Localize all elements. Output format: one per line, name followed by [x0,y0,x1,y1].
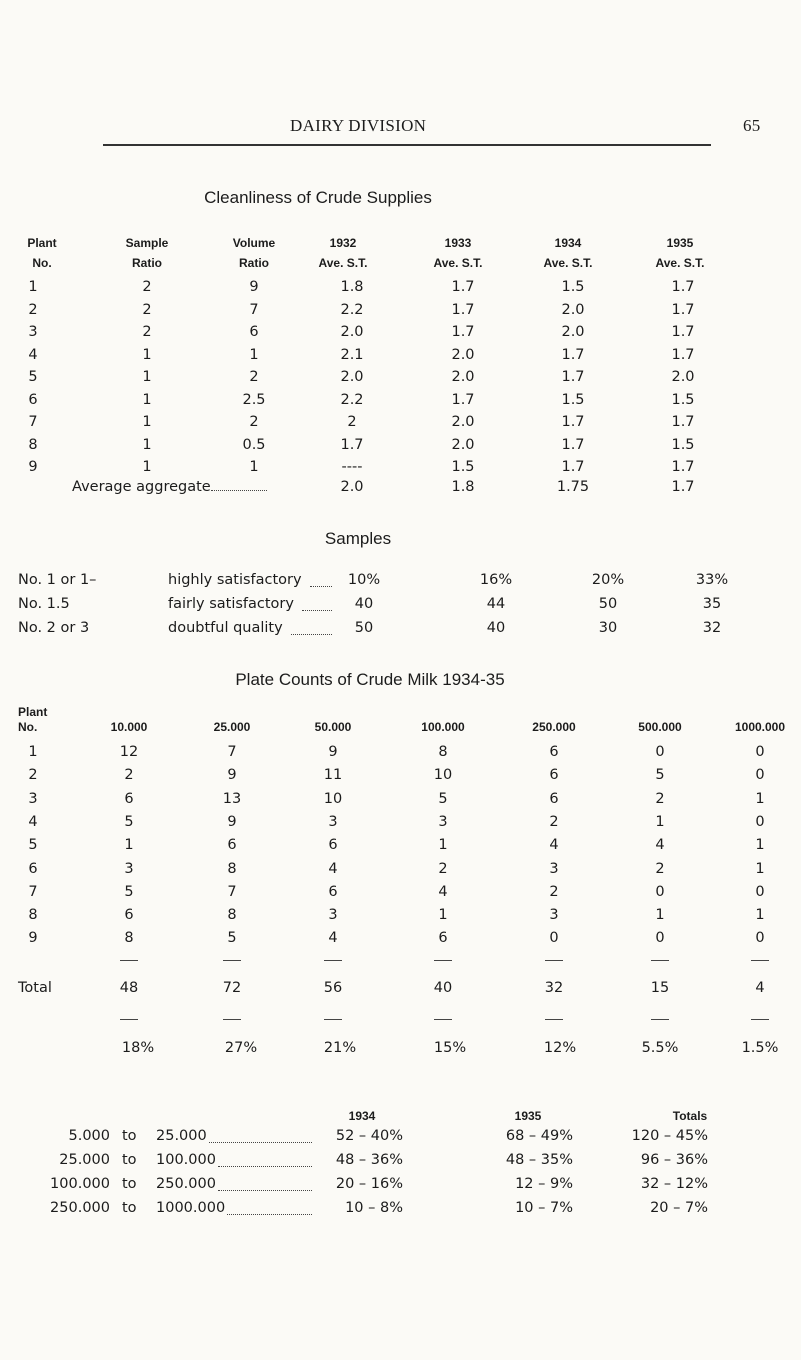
plate-cell: 2 [655,860,665,877]
cleanliness-header-3-1: Ave. S.T. [318,256,368,270]
plate-cell: 3 [438,813,448,830]
cleanliness-cell: 1.7 [451,279,475,295]
plate-cell: 0 [655,883,665,900]
cleanliness-cell: ---- [341,459,363,475]
plate-column-header: 250.000 [532,720,576,734]
ranges-column-header: Totals [672,1109,708,1123]
cleanliness-cell: 2.1 [340,346,364,363]
cleanliness-cell: 1.7 [340,436,364,453]
plate-cell: 1 [755,837,765,854]
plate-total-value: 72 [222,980,242,996]
cleanliness-cell: 2.0 [561,324,585,340]
cleanliness-cell: 1.5 [561,391,585,408]
plate-cell: 3 [328,907,338,924]
sample-value: 40 [486,620,506,636]
plate-cell: 1 [655,813,665,830]
plate-percent-rule [120,1019,138,1020]
average-label [72,479,267,495]
sample-description [168,596,294,612]
leader-dots [211,480,267,491]
plate-cell: 3 [549,907,559,924]
cleanliness-cell: 1 [142,459,152,475]
average-value: 1.7 [671,479,695,495]
plate-cell: 5 [655,767,665,784]
plate-cell: 5 [124,813,134,830]
plate-cell: 5 [227,930,237,947]
cleanliness-cell: 1.5 [451,459,475,475]
range-value: 20 – 16% [335,1176,403,1192]
plate-column-header: 100.000 [421,720,465,734]
cleanliness-cell: 7 [28,414,38,430]
plate-cell: 0 [755,883,765,900]
sample-value: 33% [695,572,729,588]
samples-title: Samples [324,529,392,548]
plate-cell: 8 [124,930,134,947]
cleanliness-cell: 2.0 [340,324,364,340]
plate-cell: 2 [655,790,665,807]
plate-cell: 5 [438,790,448,807]
cleanliness-cell: 1.7 [561,369,585,385]
plate-cell: 0 [755,744,765,760]
plate-cell: 13 [222,790,242,807]
range-to: 250.000 [156,1176,216,1192]
plate-cell: 7 [227,744,237,760]
range-from: 5.000 [68,1128,110,1144]
cleanliness-cell: 2 [28,301,38,318]
cleanliness-cell: 8 [28,436,38,453]
cleanliness-cell: 2 [249,414,259,430]
plate-total-rule [324,960,342,961]
plate-percent-rule [651,1019,669,1020]
range-to: 25.000 [156,1128,207,1144]
cleanliness-cell: 2 [249,369,259,385]
range-value: 120 – 45% [631,1128,708,1144]
plate-cell: 0 [549,930,559,947]
plate-cell: 2 [28,767,38,784]
cleanliness-header-4-0: 1933 [444,236,472,250]
plate-cell: 6 [28,860,38,877]
cleanliness-cell: 2.0 [671,369,695,385]
cleanliness-cell: 1.7 [561,459,585,475]
leader-dots [310,576,332,587]
plate-cell: 12 [119,744,139,760]
plate-cell: 4 [438,883,448,900]
plate-cell: 0 [655,744,665,760]
plate-cell: 2 [549,883,559,900]
plate-cell: 3 [328,813,338,830]
plate-cell: 7 [28,883,38,900]
cleanliness-cell: 2.0 [451,346,475,363]
cleanliness-cell: 1.7 [451,301,475,318]
plate-cell: 6 [124,790,134,807]
sample-no: No. 1 or 1– [18,572,97,588]
cleanliness-cell: 1.7 [671,324,695,340]
plate-cell: 4 [328,930,338,947]
cleanliness-cell: 1.7 [671,301,695,318]
cleanliness-header-4-1: Ave. S.T. [433,256,483,270]
plate-cell: 1 [655,907,665,924]
plate-total-rule [751,960,769,961]
plate-column-header: 10.000 [110,720,148,734]
plate-cell: 6 [549,767,559,784]
cleanliness-cell: 2.0 [451,369,475,385]
cleanliness-cell: 1 [142,414,152,430]
cleanliness-cell: 2.5 [242,391,266,408]
plate-total-value: 40 [433,980,453,996]
range-from: 100.000 [50,1176,110,1192]
range-value: 12 – 9% [515,1176,573,1192]
plate-cell: 1 [438,837,448,854]
plate-cell: 8 [227,860,237,877]
leader-dots [302,600,332,611]
range-value: 10 – 8% [345,1200,403,1216]
plate-percent-value: 1.5% [741,1040,779,1056]
range-to-word: to [122,1200,137,1216]
plate-total-rule [545,960,563,961]
plate-cell: 11 [323,767,343,784]
plate-cell: 1 [438,907,448,924]
plate-cell: 5 [124,883,134,900]
plate-total-value: 4 [755,980,765,996]
range-value: 20 – 7% [650,1200,708,1216]
cleanliness-header-1-1: Ratio [132,256,162,270]
plate-column-header: 50.000 [314,720,352,734]
plate-total-value: 32 [544,980,564,996]
plate-cell: 6 [328,883,338,900]
plate-cell: 2 [549,813,559,830]
running-header-title: DAIRY DIVISION [290,116,427,135]
range-to: 1000.000 [156,1200,226,1216]
range-to-word: to [122,1128,137,1144]
plate-cell: 7 [227,883,237,900]
cleanliness-header-5-0: 1934 [554,236,582,250]
cleanliness-cell: 2 [347,414,357,430]
cleanliness-cell: 1.7 [671,279,695,295]
plate-cell: 5 [28,837,38,854]
plate-column-header: 500.000 [638,720,682,734]
cleanliness-header-1-0: Sample [125,236,169,250]
sample-value: 40 [354,596,374,612]
plate-percent-value: 27% [224,1040,258,1056]
cleanliness-cell: 5 [28,369,38,385]
range-from: 25.000 [59,1152,110,1168]
cleanliness-title: Cleanliness of Crude Supplies [204,188,432,207]
range-value: 10 – 7% [515,1200,573,1216]
plate-cell: 1 [755,860,765,877]
plate-percent-rule [751,1019,769,1020]
range-value: 48 – 36% [335,1152,403,1168]
plate-total-label: Total [18,980,52,996]
cleanliness-cell: 1.7 [671,459,695,475]
range-from: 250.000 [50,1200,110,1216]
plate-cell: 6 [549,744,559,760]
cleanliness-header-0-0: Plant [27,236,57,250]
cleanliness-cell: 9 [249,279,259,295]
range-to: 100.000 [156,1152,216,1168]
plate-total-value: 56 [323,980,343,996]
cleanliness-cell: 2.0 [340,369,364,385]
plate-cell: 4 [655,837,665,854]
cleanliness-cell: 2.0 [451,414,475,430]
plate-percent-rule [434,1019,452,1020]
plate-cell: 8 [438,744,448,760]
cleanliness-cell: 1 [142,391,152,408]
sample-description-text: doubtful quality [168,620,283,636]
plate-cell: 3 [28,790,38,807]
plate-total-value: 15 [650,980,670,996]
range-value: 32 – 12% [640,1176,708,1192]
range-value: 96 – 36% [640,1152,708,1168]
cleanliness-header-6-1: Ave. S.T. [655,256,705,270]
plate-cell: 6 [227,837,237,854]
cleanliness-header-2-0: Volume [232,236,276,250]
plate-cell: 3 [124,860,134,877]
cleanliness-header-5-1: Ave. S.T. [543,256,593,270]
plate-cell: 9 [328,744,338,760]
cleanliness-header-0-1: No. [32,256,52,270]
plate-cell: 9 [227,813,237,830]
header-rule [103,144,711,146]
cleanliness-cell: 3 [28,324,38,340]
sample-description [168,572,302,588]
plate-cell: 3 [549,860,559,877]
cleanliness-cell: 1 [28,279,38,295]
cleanliness-cell: 1.5 [561,279,585,295]
plate-total-rule [223,960,241,961]
cleanliness-cell: 9 [28,459,38,475]
cleanliness-header-2-1: Ratio [239,256,269,270]
plate-cell: 8 [227,907,237,924]
sample-value: 32 [702,620,722,636]
ranges-column-header: 1935 [514,1109,542,1123]
plate-cell: 4 [28,813,38,830]
cleanliness-cell: 1 [142,346,152,363]
cleanliness-cell: 2.2 [340,391,364,408]
plate-percent-value: 21% [323,1040,357,1056]
plate-cell: 1 [124,837,134,854]
plate-cell: 1 [28,744,38,760]
sample-value: 16% [479,572,513,588]
cleanliness-cell: 1.8 [340,279,364,295]
cleanliness-cell: 2 [142,301,152,318]
plate-cell: 0 [655,930,665,947]
plate-cell: 1 [755,790,765,807]
plate-percent-value: 12% [543,1040,577,1056]
range-value: 52 – 40% [335,1128,403,1144]
leader-dots [227,1204,312,1215]
plate-cell: 6 [328,837,338,854]
cleanliness-cell: 1 [142,436,152,453]
sample-value: 50 [354,620,374,636]
average-label-text: Average aggregate [72,479,211,495]
plate-percent-value: 18% [121,1040,155,1056]
sample-value: 35 [702,596,722,612]
plate-total-value: 48 [119,980,139,996]
plate-cell: 9 [28,930,38,947]
plate-percent-rule [545,1019,563,1020]
sample-value: 50 [598,596,618,612]
range-value: 68 – 49% [505,1128,573,1144]
sample-value: 30 [598,620,618,636]
cleanliness-cell: 6 [28,391,38,408]
cleanliness-cell: 1.7 [561,436,585,453]
leader-dots [218,1156,312,1167]
leader-dots [291,624,332,635]
sample-value: 20% [591,572,625,588]
ranges-column-header: 1934 [348,1109,376,1123]
average-value: 1.8 [451,479,475,495]
range-to-word: to [122,1176,137,1192]
plate-percent-value: 15% [433,1040,467,1056]
plate-percent-rule [324,1019,342,1020]
plate-cell: 6 [124,907,134,924]
cleanliness-cell: 2.0 [561,301,585,318]
range-to-word: to [122,1152,137,1168]
plate-total-rule [434,960,452,961]
sample-description-text: highly satisfactory [168,572,302,588]
plate-cell: 1 [755,907,765,924]
page-number: 65 [743,116,761,135]
plate-cell: 0 [755,767,765,784]
plate-percent-value: 5.5% [641,1040,679,1056]
cleanliness-header-3-0: 1932 [329,236,357,250]
leader-dots [218,1180,312,1191]
cleanliness-cell: 1 [142,369,152,385]
plate-counts-title: Plate Counts of Crude Milk 1934-35 [235,670,505,689]
plate-cell: 8 [28,907,38,924]
plate-cell: 4 [328,860,338,877]
cleanliness-cell: 2 [142,279,152,295]
cleanliness-cell: 0.5 [242,436,266,453]
plate-cell: 4 [549,837,559,854]
cleanliness-cell: 6 [249,324,259,340]
plate-total-rule [651,960,669,961]
plate-plant-header: No. [18,720,38,734]
plate-cell: 6 [438,930,448,947]
sample-no: No. 1.5 [18,596,70,612]
cleanliness-cell: 4 [28,346,38,363]
plate-cell: 2 [438,860,448,877]
cleanliness-cell: 1 [249,459,259,475]
sample-description-text: fairly satisfactory [168,596,294,612]
plate-cell: 9 [227,767,237,784]
plate-cell: 10 [323,790,343,807]
cleanliness-cell: 1.7 [561,346,585,363]
plate-plant-header: Plant [18,705,48,719]
cleanliness-cell: 2 [142,324,152,340]
average-value: 1.75 [556,479,590,495]
sample-description [168,620,283,636]
cleanliness-cell: 1.7 [561,414,585,430]
plate-column-header: 25.000 [213,720,251,734]
range-value: 48 – 35% [505,1152,573,1168]
cleanliness-cell: 1.7 [671,346,695,363]
plate-column-header: 1000.000 [734,720,786,734]
cleanliness-cell: 2.2 [340,301,364,318]
cleanliness-cell: 1.5 [671,391,695,408]
average-value: 2.0 [340,479,364,495]
cleanliness-cell: 1.5 [671,436,695,453]
plate-cell: 2 [124,767,134,784]
sample-value: 44 [486,596,506,612]
cleanliness-cell: 1 [249,346,259,363]
leader-dots [209,1132,312,1143]
plate-percent-rule [223,1019,241,1020]
sample-no: No. 2 or 3 [18,620,90,636]
plate-cell: 6 [549,790,559,807]
cleanliness-cell: 2.0 [451,436,475,453]
cleanliness-cell: 1.7 [451,391,475,408]
sample-value: 10% [347,572,381,588]
plate-total-rule [120,960,138,961]
cleanliness-cell: 1.7 [451,324,475,340]
plate-cell: 0 [755,813,765,830]
cleanliness-header-6-0: 1935 [666,236,694,250]
cleanliness-cell: 1.7 [671,414,695,430]
plate-cell: 10 [433,767,453,784]
plate-cell: 0 [755,930,765,947]
cleanliness-cell: 7 [249,301,259,318]
